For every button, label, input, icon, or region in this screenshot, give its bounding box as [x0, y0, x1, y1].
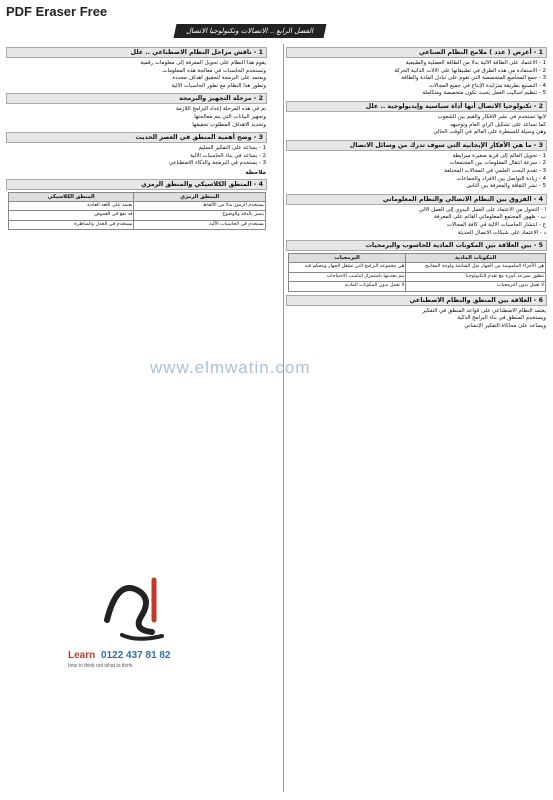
table-cell: تتطور بسرعة كبيرة مع تقدم التكنولوجيا [406, 272, 546, 282]
table-row [9, 220, 266, 230]
watermark: www.elmwatin.com [150, 358, 311, 377]
table-cell: يستخدم في الجدل والمناظرة [9, 220, 134, 230]
section-title: 3 - وضح أهمية المنطق في العصر الحديث [6, 132, 267, 143]
text-line: ج - انتشار الحاسبات الآلية في كافة المجالات [446, 221, 546, 228]
table-cell: قد يقع في الغموض [9, 211, 134, 221]
table-cell: يستخدم في الحاسبات الآلية [134, 220, 266, 230]
comparison-table [288, 253, 546, 292]
table-row [289, 263, 546, 273]
text-line: ب - ظهور المجتمع المعلوماتي القائم على المعرفة [434, 214, 546, 221]
text-line: د - الاعتماد على شبكات الاتصال الحديثة [457, 229, 546, 236]
table-cell: يعتمد على اللغة العادية [9, 201, 134, 211]
text-line: تم في هذه المرحلة إعداد البرامج اللازمة [176, 106, 266, 113]
logo-text [68, 650, 171, 661]
app-title: PDF Eraser Free [6, 3, 108, 19]
table-header: المنطق الكلاسيكي [9, 192, 134, 201]
text-line: يقوم هذا النظام على تحويل المعرفة إلى معلومات رقمية [140, 60, 266, 66]
logo-tagline: how to think not what to think [68, 663, 133, 669]
text-line: 3 - تقدم البحث العلمي في المجالات المختلفة [444, 167, 546, 174]
table-cell: هي مجموعة البرامج التي تشغل الجهاز وتتحكم فيه [289, 263, 406, 273]
table-header: المكونات المادية [406, 254, 546, 263]
table-cell: لا تعمل بدون البرمجيات [406, 282, 546, 292]
section-title: 3 - ما هي الأفكار الإيجابية التي سوف تدرك من وسائل الاتصال [286, 140, 547, 151]
text-line: 5 - تنظيم أساليب العمل بحيث تكون متخصصة ومتكاملة [422, 90, 546, 97]
section-title: 2 - تكنولوجيا الاتصال أنها أداة سياسية وإيديولوجية .. علل [286, 101, 547, 112]
text-line: 1 - الاعتماد على الطاقة الآلية بدلا من الطاقة العضلية والطبيعية [405, 60, 546, 66]
text-line: يعتمد النظام الاصطناعي على قواعد المنطق في التفكير [422, 307, 546, 314]
section-title: 1 - ناقش مراحل النظام الاصطناعي .. علل [6, 47, 267, 58]
table-header: البرمجيات [289, 254, 406, 263]
section-title: 5 - بين العلاقة بين المكونات المادية للحاسوب والبرمجيات [286, 240, 547, 251]
text-line: أ - التحول من الاعتماد على العمل اليدوي إلى العمل الآلي [418, 206, 546, 213]
text-line: كما تساعد على تشكيل الرأي العام وتوجيهه [450, 121, 546, 128]
chapter-banner: الفصل الرابع .. الاتصالات وتكنولوجيا الاتصال [174, 24, 327, 38]
text-line: 2 - سرعة انتقال المعلومات بين المجتمعات [449, 160, 546, 167]
text-line: وهي وسيلة للسيطرة على العالم في الوقت الحالي [433, 129, 546, 136]
table-cell: هي الأجزاء الملموسة من الجهاز مثل الشاشة ولوحة المفاتيح [406, 263, 546, 273]
text-line: 2 - الاستفادة من هذه الطرق في تطبيقاتها على الآلات الذاتية الحركة [394, 67, 546, 74]
text-line: 3 - جمع المجاميع المتخصصة التي تقوم على تبادل المادة والطاقة [401, 75, 546, 82]
section-title: 6 - العلاقة بين المنطق والنظام الاصطناعي [286, 295, 547, 306]
text-line: وتحديد الأهداف المطلوب تحقيقها [192, 121, 266, 128]
table-cell: يتم تحديثها باستمرار لتناسب الاحتياجات [289, 272, 406, 282]
table-cell: لا تعمل بدون المكونات المادية [289, 282, 406, 292]
table-cell: يستخدم الرموز بدلا من الألفاظ [134, 201, 266, 211]
text-line: 4 - زيادة التواصل بين الأفراد والجماعات [456, 175, 546, 182]
text-line: لأنها تستخدم في نشر الأفكار والقيم بين الشعوب [437, 113, 546, 120]
right-column [283, 44, 549, 792]
text-line: 1 - تحويل العالم إلى قرية صغيرة مترابطة [452, 152, 546, 159]
document-page [4, 44, 549, 796]
table-cell: يتميز بالدقة والوضوح [134, 211, 266, 221]
text-line: 3 - يستخدم في البرمجة والذكاء الاصطناعي [168, 160, 266, 167]
section-title: 4 - الفروق بين النظام الاتصالي والنظام المعلوماتي [286, 194, 547, 205]
table-row [289, 282, 546, 292]
text-line: وتطور هذا النظام مع تطور الحاسبات الآلية [171, 82, 266, 89]
text-line: ويساعد على محاكاة التفكير الإنساني [464, 322, 546, 329]
comparison-table [8, 192, 266, 231]
section-title: 2 - مرحلة التجهيز والبرمجة [6, 93, 267, 104]
section-title: 4 - المنطق الكلاسيكي والمنطق الرمزي [6, 179, 267, 190]
text-line: وتجهيز البيانات التي يتم معالجتها [194, 113, 266, 120]
section-title: 1 - أعرض ( عدد ) ملامح النظام الصناعي [286, 47, 547, 58]
app-titlebar [0, 0, 553, 22]
text-line: 4 - التصنيع بطريقة متزايدة الإنتاج في جميع المجالات [428, 82, 546, 89]
text-line: ويستخدم المنطق في بناء البرامج الذكية [457, 315, 546, 322]
calligraphy-logo [92, 560, 182, 650]
text-line: 5 - نشر الثقافة والمعرفة بين الناس [466, 183, 546, 190]
table-header: المنطق الرمزي [134, 192, 266, 201]
text-line: وتستخدم الحاسبات في معالجة هذه المعلومات [162, 67, 266, 74]
table-row [9, 201, 266, 211]
table-row [9, 211, 266, 221]
table-row [289, 272, 546, 282]
left-column [4, 44, 269, 792]
logo-phone: 0122 437 81 82 [101, 650, 171, 661]
text-line: ويعتمد على البرمجة لتحقيق أهداف محددة [172, 75, 266, 82]
note-label: ملاحظة [245, 169, 266, 176]
logo-word: Learn [68, 650, 96, 661]
text-line: 1 - يساعد على التفكير السليم [198, 145, 266, 152]
text-line: 2 - يساعد في بناء الحاسبات الآلية [190, 152, 266, 159]
